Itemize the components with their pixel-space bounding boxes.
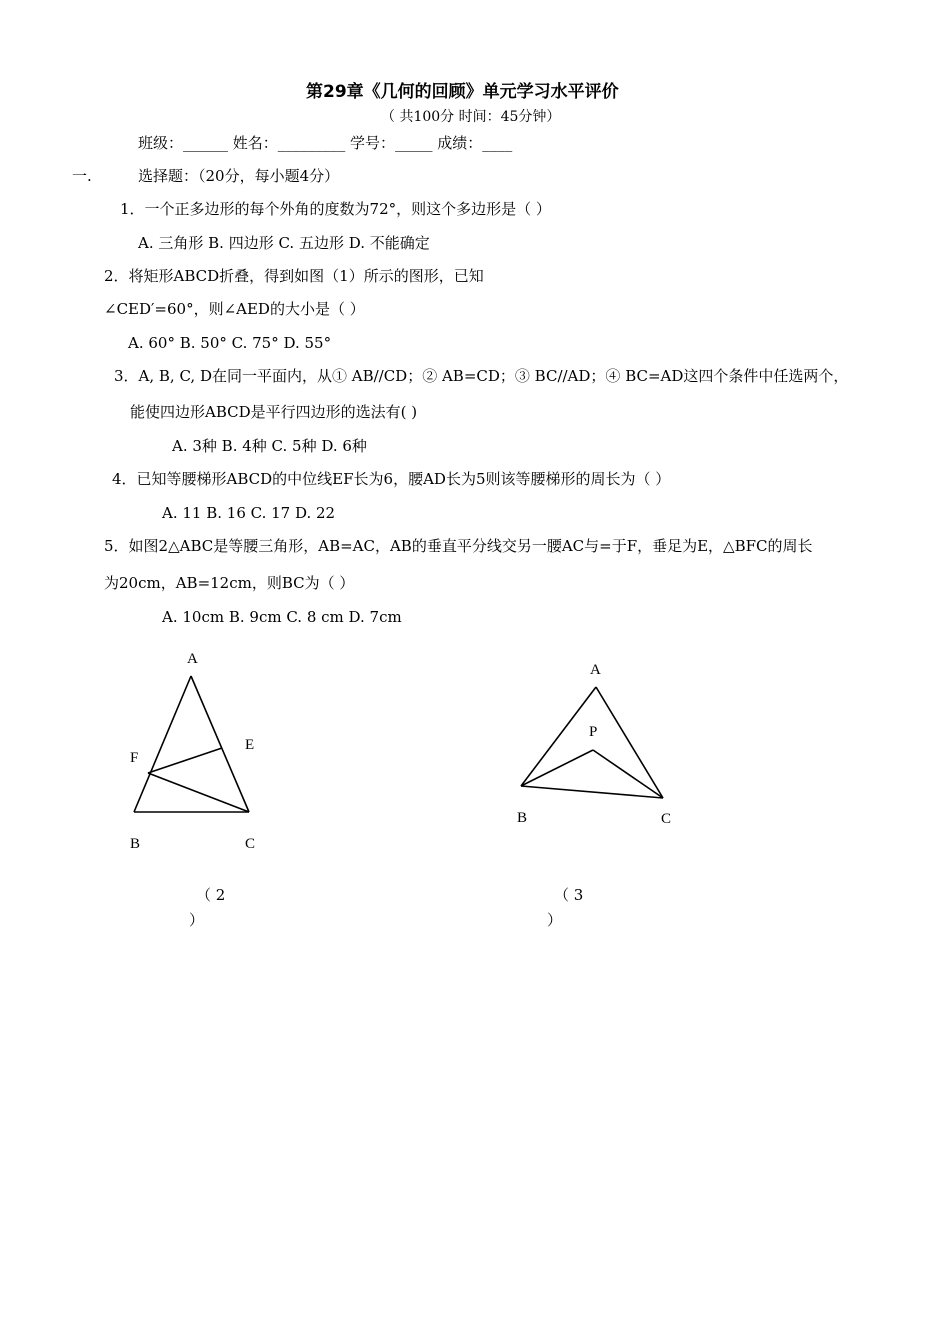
figure-3-side-bc — [521, 786, 663, 798]
question-2-options: A. 60° B. 50° C. 75° D. 55° — [128, 334, 332, 352]
question-4-stem: 4．已知等腰梯形ABCD的中位线EF长为6，腰AD长为5则该等腰梯形的周长为（ ） — [112, 470, 671, 488]
question-1-stem: 1．一个正多边形的每个外角的度数为72°，则这个多边形是（ ） — [120, 200, 551, 218]
question-1-options: A. 三角形 B. 四边形 C. 五边形 D. 不能确定 — [138, 234, 430, 252]
question-5-stem-line1: 5．如图2△ABC是等腰三角形，AB=AC，AB的垂直平分线交另一腰AC与=于F，垂足为E，△BFC的周长 — [104, 537, 813, 555]
figure-2-label-f: F — [130, 750, 139, 766]
question-2-stem-line2: ∠CED′=60°，则∠AED的大小是（ ） — [104, 300, 365, 318]
figure-3-label-a: A — [590, 662, 601, 678]
section-heading: 选择题：（20分，每小题4分） — [138, 167, 340, 185]
figure-3-caption: （ 3 — [554, 886, 584, 904]
figure-2-label-c: C — [245, 836, 256, 852]
figure-2-side-ab — [134, 676, 191, 812]
question-3-stem-line2: 能使四边形ABCD是平行四边形的选法有( ) — [130, 403, 418, 421]
figure-3-side-ab — [521, 687, 596, 786]
figure-2-label-b: B — [130, 836, 141, 852]
question-5-stem-line2: 为20cm，AB=12cm，则BC为（ ） — [104, 574, 355, 592]
exam-subtitle: （ 共100分 时间：45分钟） — [381, 109, 561, 125]
student-info-line: 班级：______ 姓名：_________ 学号：_____ 成绩：____ — [138, 134, 513, 152]
question-3-stem-line1: 3．A, B, C, D在同一平面内，从① AB//CD；② AB=CD；③ BC//AD；④ BC=AD这四个条件中任选两个， — [114, 367, 849, 385]
figure-3-segment-pc — [593, 750, 663, 798]
figure-3-segment-bp — [521, 750, 593, 786]
figure-2-caption: （ 2 — [196, 886, 226, 904]
figure-2-side-ac — [191, 676, 249, 812]
section-number: 一. — [72, 167, 92, 185]
figure-3-triangle — [521, 687, 663, 798]
question-5-options: A. 10cm B. 9cm C. 8 cm D. 7cm — [162, 608, 402, 626]
figure-3-label-p: P — [589, 724, 598, 740]
figure-3-label-c: C — [661, 811, 672, 827]
question-2-stem-line1: 2．将矩形ABCD折叠，得到如图（1）所示的图形，已知 — [104, 267, 484, 285]
figure-2-label-e: E — [245, 737, 255, 753]
question-3-options: A. 3种 B. 4种 C. 5种 D. 6种 — [172, 437, 367, 455]
figure-2-label-a: A — [187, 651, 198, 667]
figure-3-side-ac — [596, 687, 663, 798]
question-4-options: A. 11 B. 16 C. 17 D. 22 — [162, 504, 336, 522]
figure-2-segment-fc — [148, 773, 249, 812]
page-title: 第29章《几何的回顾》单元学习水平评价 — [306, 82, 619, 102]
figure-2-caption-close: ） — [189, 911, 205, 929]
figure-3-caption-close: ） — [547, 911, 563, 929]
figure-2-triangle — [134, 676, 249, 812]
figure-3-label-b: B — [517, 810, 528, 826]
